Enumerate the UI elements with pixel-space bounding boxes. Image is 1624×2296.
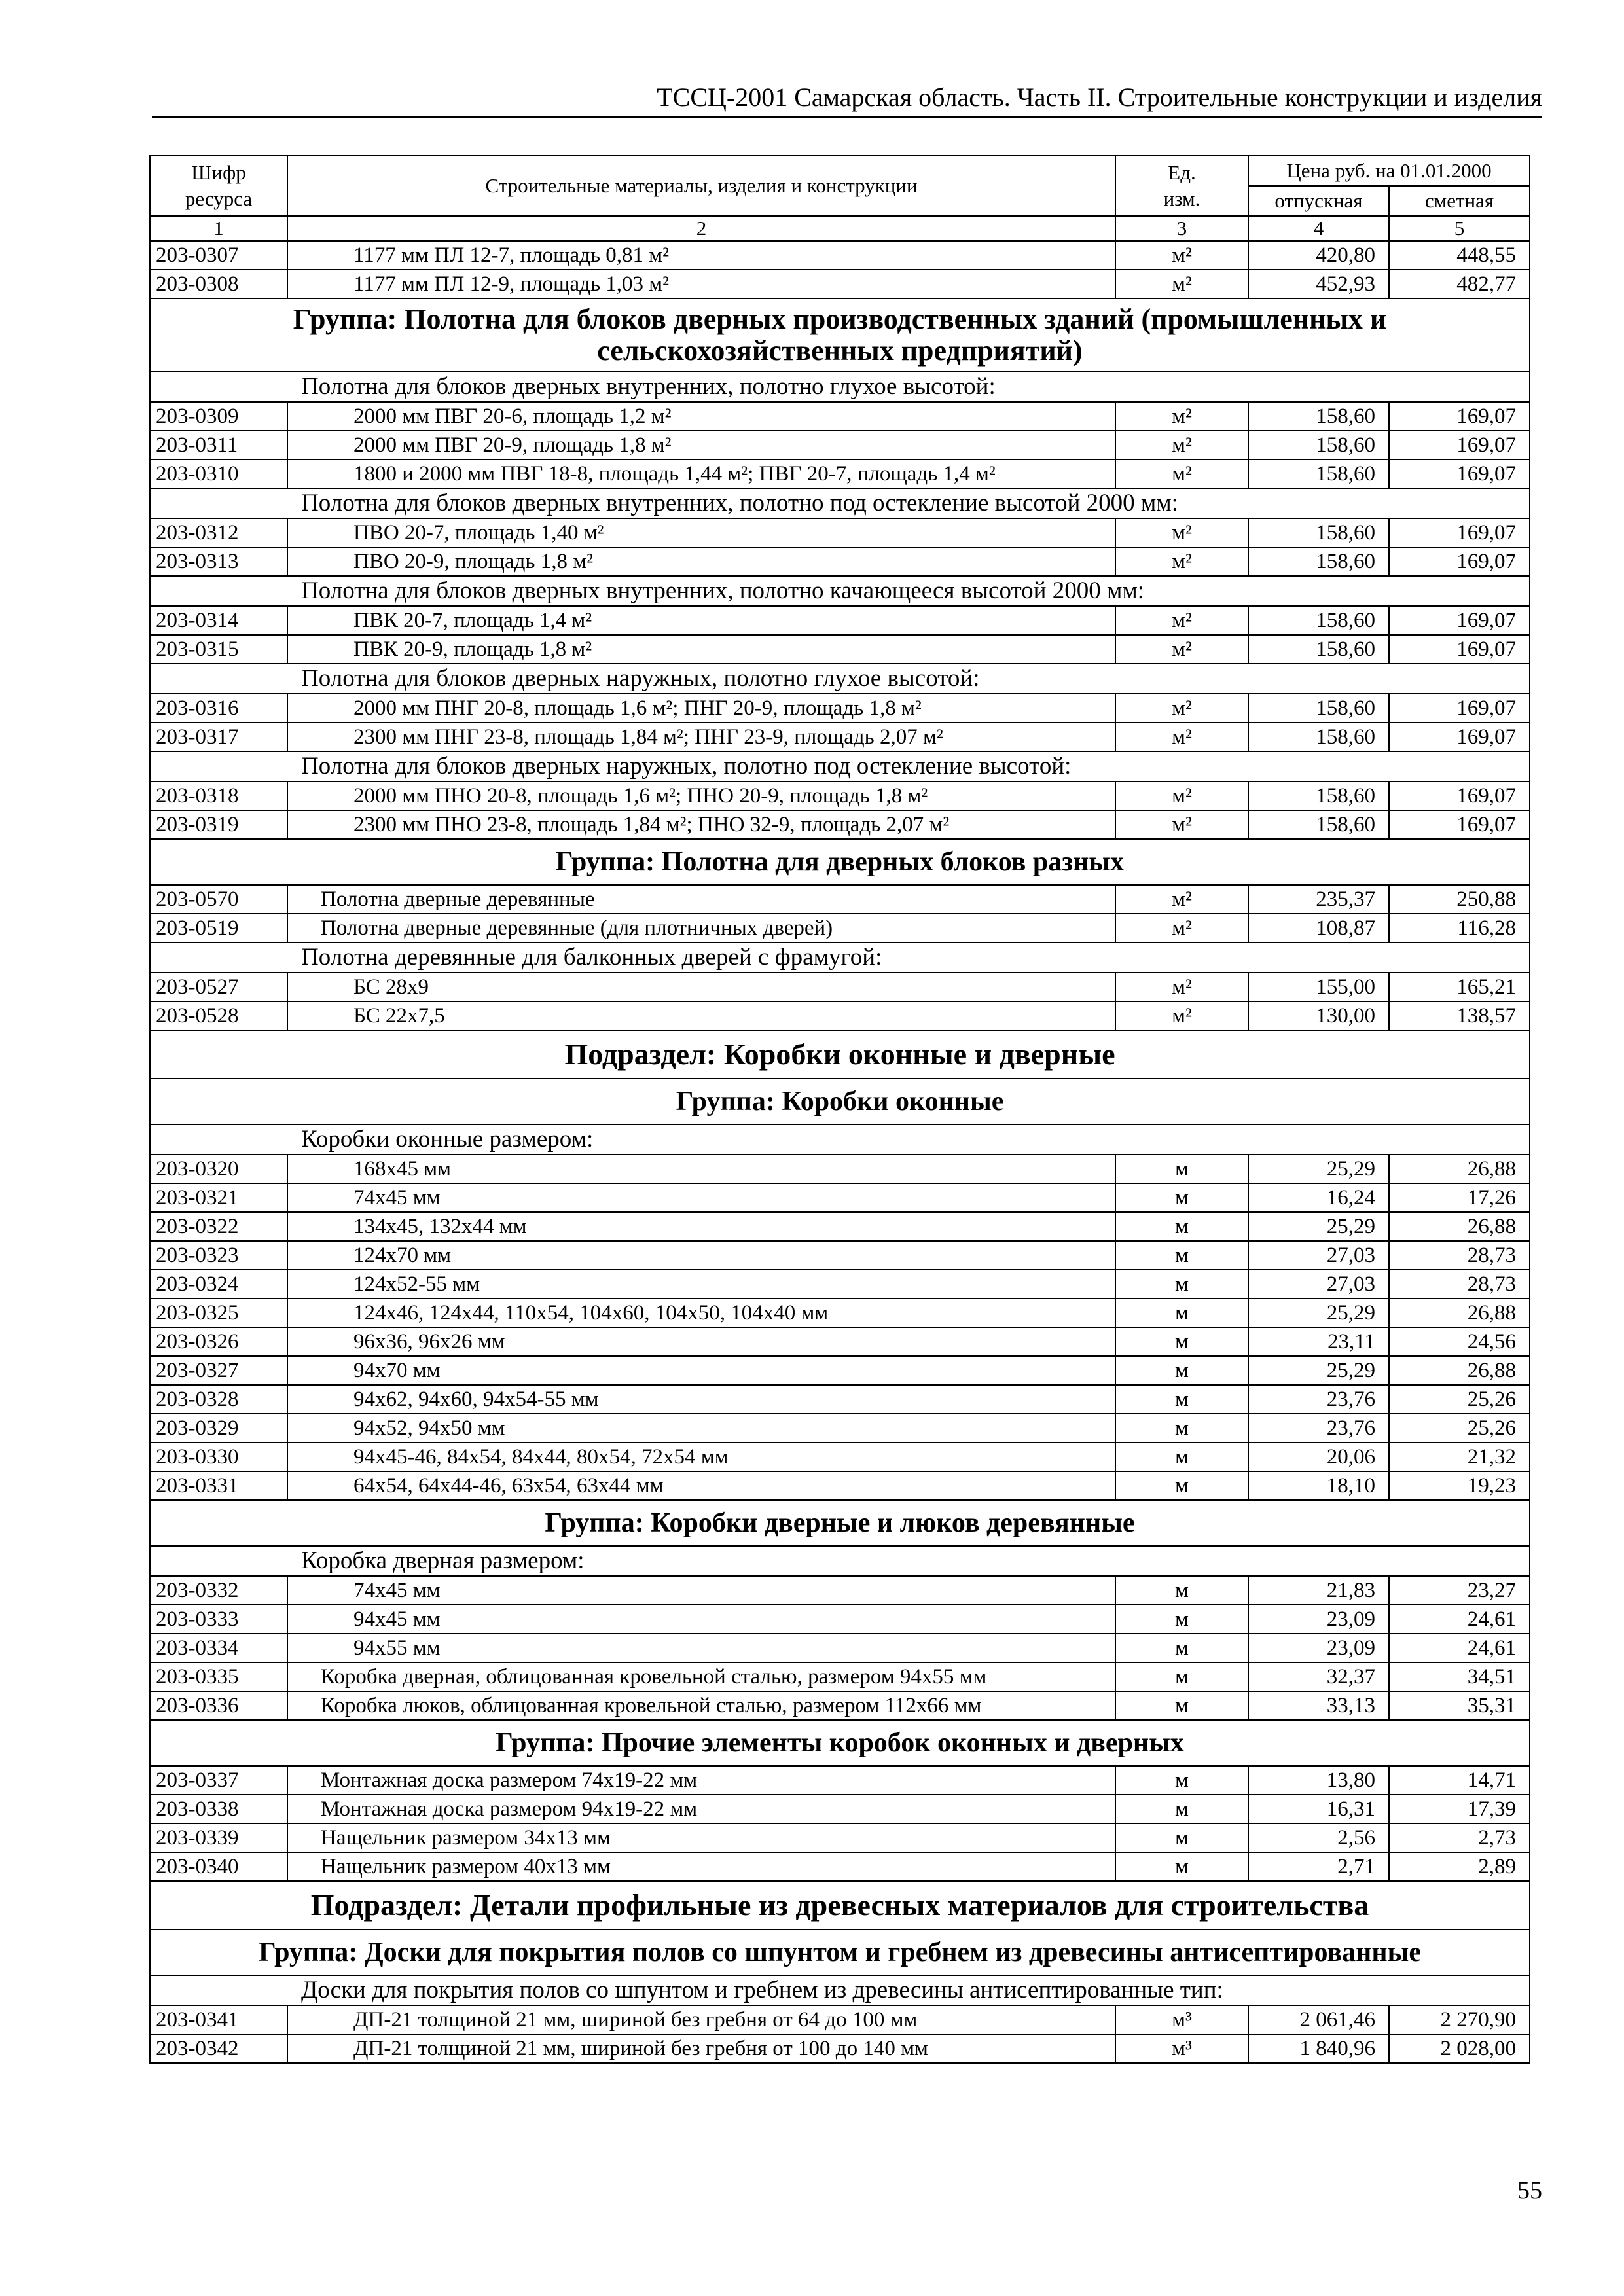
resource-code: 203-0326 — [150, 1327, 287, 1356]
column-number: 4 — [1248, 216, 1389, 241]
resource-code: 203-0327 — [150, 1356, 287, 1385]
column-number-row — [150, 216, 1530, 241]
table-row — [150, 1183, 1530, 1212]
estimate-price: 26,88 — [1389, 1356, 1530, 1385]
release-price: 27,03 — [1248, 1270, 1389, 1299]
table-row — [150, 1795, 1530, 1823]
resource-code: 203-0339 — [150, 1823, 287, 1852]
material-name: Полотна дверные деревянные (для плотничных дверей) — [287, 914, 1115, 942]
resource-code: 203-0314 — [150, 606, 287, 635]
material-name: 94x70 мм — [287, 1356, 1115, 1385]
table-row — [150, 1823, 1530, 1852]
release-price: 130,00 — [1248, 1001, 1389, 1030]
material-name: 134x45, 132x44 мм — [287, 1212, 1115, 1241]
release-price: 1 840,96 — [1248, 2034, 1389, 2063]
estimate-price: 26,88 — [1389, 1212, 1530, 1241]
release-price: 158,60 — [1248, 635, 1389, 664]
release-price: 25,29 — [1248, 1299, 1389, 1327]
page-number: 55 — [1517, 2177, 1542, 2204]
estimate-price: 17,26 — [1389, 1183, 1530, 1212]
unit-of-measure: м — [1115, 1356, 1248, 1385]
unit-of-measure: м² — [1115, 781, 1248, 810]
subgroup-intro: Коробки оконные размером: — [150, 1124, 1530, 1155]
subgroup-intro: Полотна для блоков дверных внутренних, полотно под остекление высотой 2000 мм: — [150, 488, 1530, 518]
material-name: ПВК 20-9, площадь 1,8 м² — [287, 635, 1115, 664]
estimate-price: 26,88 — [1389, 1299, 1530, 1327]
group-title: Группа: Полотна для блоков дверных производственных зданий (промышленных и сельскохозяйственных предприятий) — [150, 298, 1530, 372]
table-row — [150, 1852, 1530, 1881]
unit-of-measure: м² — [1115, 885, 1248, 914]
material-name: 2300 мм ПНО 23-8, площадь 1,84 м²; ПНО 32-9, площадь 2,07 м² — [287, 810, 1115, 839]
estimate-price: 250,88 — [1389, 885, 1530, 914]
material-name: 94x52, 94x50 мм — [287, 1414, 1115, 1443]
release-price: 25,29 — [1248, 1212, 1389, 1241]
group-title-row — [150, 298, 1530, 372]
table-row — [150, 241, 1530, 270]
release-price: 23,09 — [1248, 1634, 1389, 1662]
resource-code: 203-0336 — [150, 1691, 287, 1720]
price-table — [149, 155, 1530, 2064]
group-title-row — [150, 839, 1530, 885]
subgroup-intro: Полотна для блоков дверных внутренних, полотно качающееся высотой 2000 мм: — [150, 576, 1530, 606]
estimate-price: 17,39 — [1389, 1795, 1530, 1823]
table-row — [150, 1385, 1530, 1414]
estimate-price: 24,61 — [1389, 1634, 1530, 1662]
group-title: Группа: Коробки дверные и люков деревянные — [150, 1500, 1530, 1546]
estimate-price: 169,07 — [1389, 635, 1530, 664]
unit-of-measure: м — [1115, 1766, 1248, 1795]
material-name: 94x45-46, 84x54, 84x44, 80x54, 72x54 мм — [287, 1443, 1115, 1471]
resource-code: 203-0335 — [150, 1662, 287, 1691]
material-name: 2000 мм ПВГ 20-9, площадь 1,8 м² — [287, 431, 1115, 459]
subgroup-intro: Полотна для блоков дверных наружных, полотно глухое высотой: — [150, 664, 1530, 694]
subgroup-intro: Коробка дверная размером: — [150, 1546, 1530, 1576]
resource-code: 203-0341 — [150, 2005, 287, 2034]
estimate-price: 2 270,90 — [1389, 2005, 1530, 2034]
group-title-row — [150, 1720, 1530, 1766]
col-header-estimate: сметная — [1389, 186, 1530, 216]
table-row — [150, 1634, 1530, 1662]
resource-code: 203-0340 — [150, 1852, 287, 1881]
material-name: Полотна дверные деревянные — [287, 885, 1115, 914]
release-price: 20,06 — [1248, 1443, 1389, 1471]
unit-of-measure: м — [1115, 1823, 1248, 1852]
release-price: 25,29 — [1248, 1155, 1389, 1183]
resource-code: 203-0319 — [150, 810, 287, 839]
unit-of-measure: м² — [1115, 431, 1248, 459]
table-row — [150, 2034, 1530, 2063]
material-name: ПВО 20-7, площадь 1,40 м² — [287, 518, 1115, 547]
table-row — [150, 781, 1530, 810]
table-row — [150, 1766, 1530, 1795]
material-name: 1800 и 2000 мм ПВГ 18-8, площадь 1,44 м²; ПВГ 20-7, площадь 1,4 м² — [287, 459, 1115, 488]
column-number: 1 — [150, 216, 287, 241]
subgroup-intro-row — [150, 576, 1530, 606]
release-price: 158,60 — [1248, 431, 1389, 459]
material-name: 74x45 мм — [287, 1576, 1115, 1605]
subgroup-intro-row — [150, 1124, 1530, 1155]
table-row — [150, 694, 1530, 723]
table-row — [150, 1471, 1530, 1500]
table-row — [150, 270, 1530, 298]
material-name: 94x45 мм — [287, 1605, 1115, 1634]
estimate-price: 169,07 — [1389, 518, 1530, 547]
subgroup-intro-row — [150, 942, 1530, 973]
resource-code: 203-0332 — [150, 1576, 287, 1605]
resource-code: 203-0527 — [150, 973, 287, 1001]
estimate-price: 14,71 — [1389, 1766, 1530, 1795]
unit-of-measure: м² — [1115, 723, 1248, 751]
release-price: 108,87 — [1248, 914, 1389, 942]
unit-of-measure: м³ — [1115, 2034, 1248, 2063]
unit-of-measure: м² — [1115, 270, 1248, 298]
material-name: Монтажная доска размером 94x19-22 мм — [287, 1795, 1115, 1823]
table-row — [150, 723, 1530, 751]
material-name: 2000 мм ПНО 20-8, площадь 1,6 м²; ПНО 20-9, площадь 1,8 м² — [287, 781, 1115, 810]
unit-of-measure: м² — [1115, 518, 1248, 547]
table-row — [150, 402, 1530, 431]
table-row — [150, 1576, 1530, 1605]
release-price: 23,09 — [1248, 1605, 1389, 1634]
estimate-price: 2 028,00 — [1389, 2034, 1530, 2063]
estimate-price: 169,07 — [1389, 606, 1530, 635]
resource-code: 203-0307 — [150, 241, 287, 270]
estimate-price: 24,61 — [1389, 1605, 1530, 1634]
table-row — [150, 885, 1530, 914]
material-name: 2000 мм ПНГ 20-8, площадь 1,6 м²; ПНГ 20-9, площадь 1,8 м² — [287, 694, 1115, 723]
estimate-price: 19,23 — [1389, 1471, 1530, 1500]
release-price: 18,10 — [1248, 1471, 1389, 1500]
estimate-price: 35,31 — [1389, 1691, 1530, 1720]
unit-of-measure: м² — [1115, 810, 1248, 839]
release-price: 32,37 — [1248, 1662, 1389, 1691]
estimate-price: 165,21 — [1389, 973, 1530, 1001]
resource-code: 203-0318 — [150, 781, 287, 810]
resource-code: 203-0338 — [150, 1795, 287, 1823]
unit-of-measure: м — [1115, 1414, 1248, 1443]
material-name: 96x36, 96x26 мм — [287, 1327, 1115, 1356]
page-header: ТССЦ-2001 Самарская область. Часть II. Строительные конструкции и изделия — [152, 82, 1542, 118]
material-name: 1177 мм ПЛ 12-9, площадь 1,03 м² — [287, 270, 1115, 298]
table-header-row — [150, 156, 1530, 186]
material-name: 64x54, 64x44-46, 63x54, 63x44 мм — [287, 1471, 1115, 1500]
unit-of-measure: м — [1115, 1795, 1248, 1823]
resource-code: 203-0316 — [150, 694, 287, 723]
release-price: 235,37 — [1248, 885, 1389, 914]
unit-of-measure: м — [1115, 1576, 1248, 1605]
material-name: БС 28x9 — [287, 973, 1115, 1001]
release-price: 158,60 — [1248, 810, 1389, 839]
unit-of-measure: м² — [1115, 547, 1248, 576]
table-row — [150, 914, 1530, 942]
table-row — [150, 973, 1530, 1001]
resource-code: 203-0329 — [150, 1414, 287, 1443]
resource-code: 203-0337 — [150, 1766, 287, 1795]
subgroup-intro: Доски для покрытия полов со шпунтом и гребнем из древесины антисептированные тип: — [150, 1975, 1530, 2005]
material-name: Монтажная доска размером 74x19-22 мм — [287, 1766, 1115, 1795]
material-name: ПВК 20-7, площадь 1,4 м² — [287, 606, 1115, 635]
table-row — [150, 1327, 1530, 1356]
table-row — [150, 1443, 1530, 1471]
resource-code: 203-0322 — [150, 1212, 287, 1241]
resource-code: 203-0321 — [150, 1183, 287, 1212]
group-title: Группа: Коробки оконные — [150, 1079, 1530, 1124]
material-name: Коробка дверная, облицованная кровельной сталью, размером 94x55 мм — [287, 1662, 1115, 1691]
col-header-code: Шифр ресурса — [150, 156, 287, 216]
release-price: 452,93 — [1248, 270, 1389, 298]
release-price: 23,76 — [1248, 1385, 1389, 1414]
subgroup-intro-row — [150, 1546, 1530, 1576]
table-body — [150, 241, 1530, 2063]
subgroup-intro-row — [150, 1975, 1530, 2005]
release-price: 158,60 — [1248, 606, 1389, 635]
estimate-price: 169,07 — [1389, 402, 1530, 431]
unit-of-measure: м — [1115, 1241, 1248, 1270]
release-price: 33,13 — [1248, 1691, 1389, 1720]
resource-code: 203-0324 — [150, 1270, 287, 1299]
release-price: 2 061,46 — [1248, 2005, 1389, 2034]
col-header-unit: Ед. изм. — [1115, 156, 1248, 216]
subgroup-intro: Полотна для блоков дверных наружных, полотно под остекление высотой: — [150, 751, 1530, 781]
release-price: 158,60 — [1248, 694, 1389, 723]
unit-of-measure: м — [1115, 1155, 1248, 1183]
material-name: Нащельник размером 34x13 мм — [287, 1823, 1115, 1852]
release-price: 13,80 — [1248, 1766, 1389, 1795]
unit-of-measure: м² — [1115, 241, 1248, 270]
estimate-price: 169,07 — [1389, 694, 1530, 723]
release-price: 16,31 — [1248, 1795, 1389, 1823]
resource-code: 203-0342 — [150, 2034, 287, 2063]
resource-code: 203-0519 — [150, 914, 287, 942]
table-row — [150, 2005, 1530, 2034]
material-name: 124x52-55 мм — [287, 1270, 1115, 1299]
material-name: Нащельник размером 40x13 мм — [287, 1852, 1115, 1881]
resource-code: 203-0330 — [150, 1443, 287, 1471]
release-price: 420,80 — [1248, 241, 1389, 270]
subsection-title-row — [150, 1030, 1530, 1079]
table-row — [150, 1356, 1530, 1385]
unit-of-measure: м² — [1115, 402, 1248, 431]
estimate-price: 34,51 — [1389, 1662, 1530, 1691]
unit-of-measure: м² — [1115, 459, 1248, 488]
unit-of-measure: м² — [1115, 914, 1248, 942]
estimate-price: 26,88 — [1389, 1155, 1530, 1183]
estimate-price: 169,07 — [1389, 810, 1530, 839]
estimate-price: 25,26 — [1389, 1414, 1530, 1443]
estimate-price: 169,07 — [1389, 459, 1530, 488]
table-row — [150, 606, 1530, 635]
table-row — [150, 1270, 1530, 1299]
material-name: 2000 мм ПВГ 20-6, площадь 1,2 м² — [287, 402, 1115, 431]
release-price: 158,60 — [1248, 723, 1389, 751]
table-row — [150, 518, 1530, 547]
unit-of-measure: м — [1115, 1471, 1248, 1500]
estimate-price: 116,28 — [1389, 914, 1530, 942]
unit-of-measure: м — [1115, 1634, 1248, 1662]
table-row — [150, 1691, 1530, 1720]
material-name: ПВО 20-9, площадь 1,8 м² — [287, 547, 1115, 576]
estimate-price: 169,07 — [1389, 547, 1530, 576]
subgroup-intro-row — [150, 372, 1530, 402]
group-title-row — [150, 1929, 1530, 1975]
estimate-price: 28,73 — [1389, 1241, 1530, 1270]
resource-code: 203-0334 — [150, 1634, 287, 1662]
resource-code: 203-0315 — [150, 635, 287, 664]
table-row — [150, 547, 1530, 576]
material-name: ДП-21 толщиной 21 мм, шириной без гребня от 100 до 140 мм — [287, 2034, 1115, 2063]
subsection-title: Подраздел: Детали профильные из древесных материалов для строительства — [150, 1881, 1530, 1929]
estimate-price: 25,26 — [1389, 1385, 1530, 1414]
estimate-price: 169,07 — [1389, 781, 1530, 810]
resource-code: 203-0320 — [150, 1155, 287, 1183]
resource-code: 203-0333 — [150, 1605, 287, 1634]
estimate-price: 23,27 — [1389, 1576, 1530, 1605]
estimate-price: 482,77 — [1389, 270, 1530, 298]
table-row — [150, 1414, 1530, 1443]
col-header-name: Строительные материалы, изделия и конструкции — [287, 156, 1115, 216]
unit-of-measure: м — [1115, 1385, 1248, 1414]
release-price: 2,56 — [1248, 1823, 1389, 1852]
table-row — [150, 1212, 1530, 1241]
unit-of-measure: м — [1115, 1270, 1248, 1299]
unit-of-measure: м² — [1115, 635, 1248, 664]
group-title: Группа: Прочие элементы коробок оконных и дверных — [150, 1720, 1530, 1766]
material-name: 94x62, 94x60, 94x54-55 мм — [287, 1385, 1115, 1414]
release-price: 2,71 — [1248, 1852, 1389, 1881]
unit-of-measure: м — [1115, 1605, 1248, 1634]
material-name: 94x55 мм — [287, 1634, 1115, 1662]
release-price: 27,03 — [1248, 1241, 1389, 1270]
release-price: 25,29 — [1248, 1356, 1389, 1385]
unit-of-measure: м² — [1115, 606, 1248, 635]
release-price: 21,83 — [1248, 1576, 1389, 1605]
table-row — [150, 635, 1530, 664]
resource-code: 203-0317 — [150, 723, 287, 751]
subgroup-intro-row — [150, 751, 1530, 781]
release-price: 158,60 — [1248, 459, 1389, 488]
table-row — [150, 431, 1530, 459]
release-price: 23,76 — [1248, 1414, 1389, 1443]
table-row — [150, 1001, 1530, 1030]
estimate-price: 448,55 — [1389, 241, 1530, 270]
estimate-price: 2,89 — [1389, 1852, 1530, 1881]
unit-of-measure: м² — [1115, 694, 1248, 723]
col-header-release: отпускная — [1248, 186, 1389, 216]
column-number: 5 — [1389, 216, 1530, 241]
material-name: 168x45 мм — [287, 1155, 1115, 1183]
group-title: Группа: Полотна для дверных блоков разных — [150, 839, 1530, 885]
unit-of-measure: м² — [1115, 1001, 1248, 1030]
estimate-price: 169,07 — [1389, 723, 1530, 751]
table-row — [150, 1241, 1530, 1270]
resource-code: 203-0528 — [150, 1001, 287, 1030]
table-row — [150, 810, 1530, 839]
table-row — [150, 1605, 1530, 1634]
column-number: 2 — [287, 216, 1115, 241]
material-name: Коробка люков, облицованная кровельной сталью, размером 112x66 мм — [287, 1691, 1115, 1720]
material-name: 124x46, 124x44, 110x54, 104x60, 104x50, 104x40 мм — [287, 1299, 1115, 1327]
subgroup-intro-row — [150, 488, 1530, 518]
col-header-price: Цена руб. на 01.01.2000 — [1248, 156, 1530, 186]
unit-of-measure: м² — [1115, 973, 1248, 1001]
resource-code: 203-0310 — [150, 459, 287, 488]
material-name: ДП-21 толщиной 21 мм, шириной без гребня от 64 до 100 мм — [287, 2005, 1115, 2034]
estimate-price: 28,73 — [1389, 1270, 1530, 1299]
estimate-price: 169,07 — [1389, 431, 1530, 459]
unit-of-measure: м — [1115, 1212, 1248, 1241]
subgroup-intro: Полотна для блоков дверных внутренних, полотно глухое высотой: — [150, 372, 1530, 402]
material-name: БС 22x7,5 — [287, 1001, 1115, 1030]
column-number: 3 — [1115, 216, 1248, 241]
resource-code: 203-0325 — [150, 1299, 287, 1327]
material-name: 74x45 мм — [287, 1183, 1115, 1212]
table-row — [150, 1155, 1530, 1183]
subsection-title-row — [150, 1881, 1530, 1929]
estimate-price: 2,73 — [1389, 1823, 1530, 1852]
subgroup-intro: Полотна деревянные для балконных дверей с фрамугой: — [150, 942, 1530, 973]
table-row — [150, 1662, 1530, 1691]
table-row — [150, 1299, 1530, 1327]
release-price: 158,60 — [1248, 518, 1389, 547]
unit-of-measure: м — [1115, 1443, 1248, 1471]
release-price: 158,60 — [1248, 781, 1389, 810]
subsection-title: Подраздел: Коробки оконные и дверные — [150, 1030, 1530, 1079]
release-price: 158,60 — [1248, 402, 1389, 431]
release-price: 23,11 — [1248, 1327, 1389, 1356]
estimate-price: 21,32 — [1389, 1443, 1530, 1471]
resource-code: 203-0331 — [150, 1471, 287, 1500]
group-title-row — [150, 1500, 1530, 1546]
resource-code: 203-0313 — [150, 547, 287, 576]
group-title-row — [150, 1079, 1530, 1124]
resource-code: 203-0323 — [150, 1241, 287, 1270]
unit-of-measure: м — [1115, 1691, 1248, 1720]
release-price: 16,24 — [1248, 1183, 1389, 1212]
resource-code: 203-0328 — [150, 1385, 287, 1414]
estimate-price: 24,56 — [1389, 1327, 1530, 1356]
table-row — [150, 459, 1530, 488]
unit-of-measure: м — [1115, 1852, 1248, 1881]
material-name: 2300 мм ПНГ 23-8, площадь 1,84 м²; ПНГ 23-9, площадь 2,07 м² — [287, 723, 1115, 751]
resource-code: 203-0312 — [150, 518, 287, 547]
group-title: Группа: Доски для покрытия полов со шпунтом и гребнем из древесины антисептированные — [150, 1929, 1530, 1975]
resource-code: 203-0311 — [150, 431, 287, 459]
estimate-price: 138,57 — [1389, 1001, 1530, 1030]
unit-of-measure: м — [1115, 1662, 1248, 1691]
material-name: 124x70 мм — [287, 1241, 1115, 1270]
resource-code: 203-0570 — [150, 885, 287, 914]
material-name: 1177 мм ПЛ 12-7, площадь 0,81 м² — [287, 241, 1115, 270]
resource-code: 203-0308 — [150, 270, 287, 298]
unit-of-measure: м — [1115, 1327, 1248, 1356]
unit-of-measure: м — [1115, 1183, 1248, 1212]
unit-of-measure: м³ — [1115, 2005, 1248, 2034]
release-price: 155,00 — [1248, 973, 1389, 1001]
resource-code: 203-0309 — [150, 402, 287, 431]
subgroup-intro-row — [150, 664, 1530, 694]
release-price: 158,60 — [1248, 547, 1389, 576]
unit-of-measure: м — [1115, 1299, 1248, 1327]
